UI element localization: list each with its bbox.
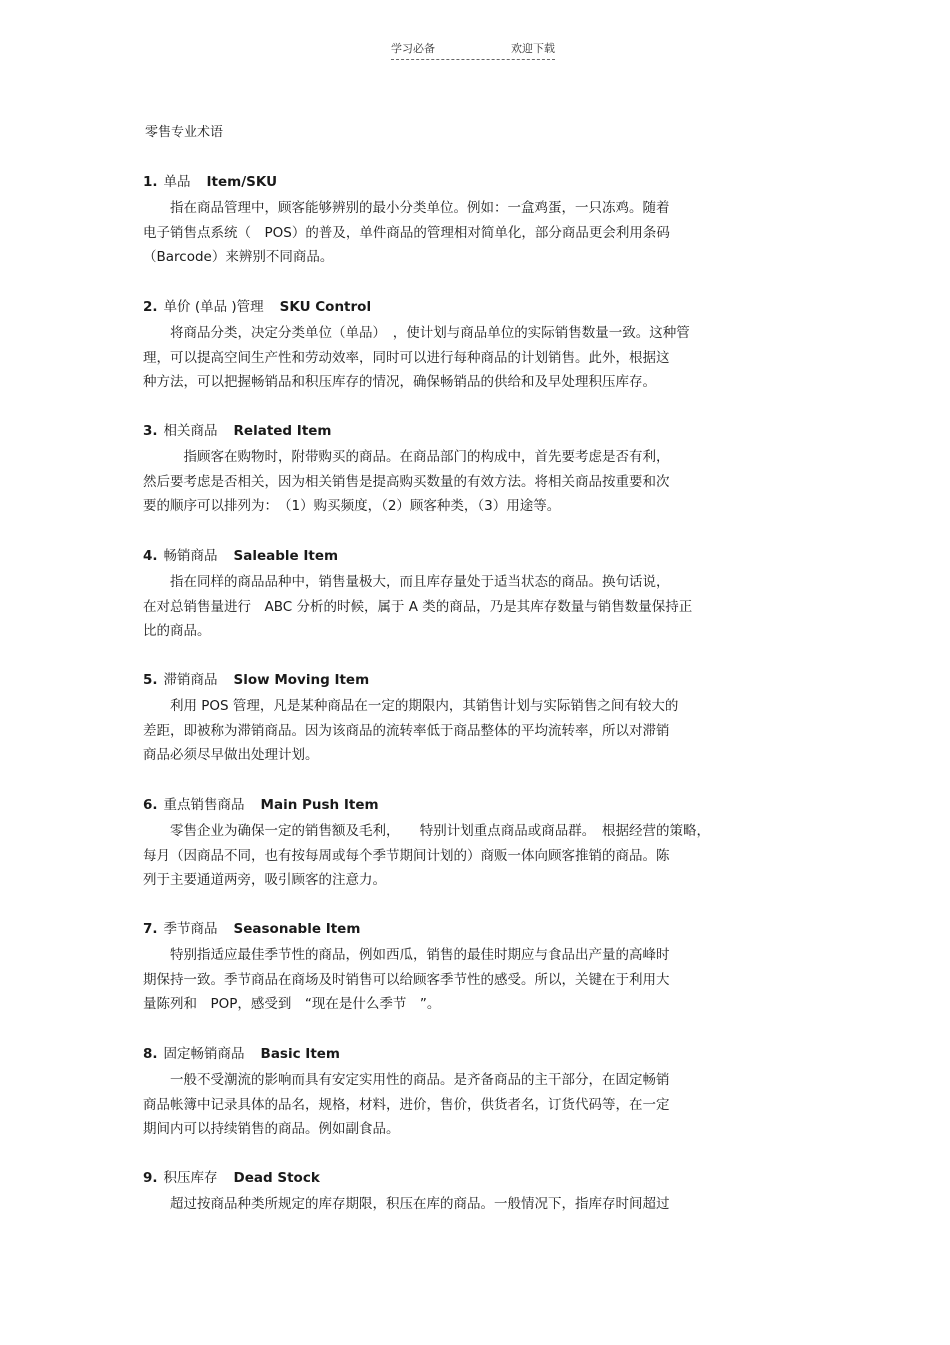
term-english-name: Dead Stock <box>233 1170 320 1186</box>
term-number: 6. <box>143 797 158 813</box>
term-english-name: Main Push Item <box>260 797 379 813</box>
term-number: 9. <box>143 1170 158 1186</box>
term-text-line: 一般不受潮流的影响而具有安定实用性的商品。是齐备商品的主干部分，在固定畅销 <box>143 1072 670 1088</box>
term-text-line: 将商品分类，决定分类单位（单品） ，使计划与商品单位的实际销售数量一致。这种管 <box>143 325 690 341</box>
term-chinese-name: 滞销商品 <box>163 672 218 688</box>
term-section <box>143 795 803 893</box>
term-heading <box>143 1168 803 1188</box>
term-heading <box>143 795 803 815</box>
term-text-line: 每月（因商品不同，也有按每周或每个季节期间计划的）商贩一体向顾客推销的商品。陈 <box>143 847 670 864</box>
term-text-line: 期间内可以持续销售的商品。例如副食品。 <box>143 1121 400 1137</box>
term-text-line: 量陈列和 POP，感受到 “现在是什么季节 ”。 <box>143 996 441 1012</box>
term-text-line: 商品必须尽早做出处理计划。 <box>143 747 319 763</box>
term-heading <box>143 297 803 317</box>
term-english-name: Seasonable Item <box>233 921 361 937</box>
header-right-text: 欢迎下载 <box>511 42 555 55</box>
document-title: 零售专业术语 <box>145 125 224 140</box>
term-chinese-name: 积压库存 <box>163 1170 218 1186</box>
term-text-line: 期保持一致。季节商品在商场及时销售可以给顾客季节性的感受。所以，关键在于利用大 <box>143 971 670 988</box>
term-english-name: Related Item <box>233 423 332 439</box>
term-chinese-name: 单品 <box>163 174 191 190</box>
term-heading <box>143 172 803 192</box>
term-number: 3. <box>143 423 158 439</box>
page-header <box>391 40 555 60</box>
term-section <box>143 1168 803 1217</box>
term-section <box>143 421 803 519</box>
term-section <box>143 172 803 270</box>
term-chinese-name: 畅销商品 <box>163 548 218 564</box>
term-chinese-name: 季节商品 <box>163 921 218 937</box>
term-number: 7. <box>143 921 158 937</box>
term-text-line: （Barcode）来辨别不同商品。 <box>143 249 334 265</box>
header-left-text: 学习必备 <box>391 42 435 55</box>
term-text-line: 在对总销售量进行 ABC 分析的时候，属于 A 类的商品，乃是其库存数量与销售数量保持正 <box>143 598 693 615</box>
term-text-line: 超过按商品种类所规定的库存期限，积压在库的商品。一般情况下，指库存时间超过 <box>143 1196 670 1212</box>
term-section <box>143 1044 803 1142</box>
term-english-name: Item/SKU <box>206 174 278 190</box>
term-english-name: Slow Moving Item <box>233 672 370 688</box>
term-number: 8. <box>143 1046 158 1062</box>
term-chinese-name: 相关商品 <box>163 423 218 439</box>
term-text-line: 零售企业为确保一定的销售额及毛利， 特别计划重点商品或商品群。 根据经营的策略， <box>143 823 710 839</box>
term-number: 1. <box>143 174 158 190</box>
term-chinese-name: 重点销售商品 <box>163 797 245 813</box>
term-text-line: 特别指适应最佳季节性的商品，例如西瓜，销售的最佳时期应与食品出产量的高峰时 <box>143 947 670 963</box>
term-text-line: 列于主要通道两旁，吸引顾客的注意力。 <box>143 872 386 888</box>
term-heading <box>143 546 803 566</box>
term-text-line: 指顾客在购物时，附带购买的商品。在商品部门的构成中，首先要考虑是否有利， <box>143 449 670 465</box>
term-text-line: 然后要考虑是否相关，因为相关销售是提高购买数量的有效方法。将相关商品按重要和次 <box>143 473 670 490</box>
term-english-name: SKU Control <box>279 299 372 315</box>
term-text-line: 电子销售点系统（ POS）的普及，单件商品的管理相对简单化，部分商品更会利用条码 <box>143 224 670 241</box>
term-text-line: 种方法，可以把握畅销品和积压库存的情况，确保畅销品的供给和及早处理积压库存。 <box>143 374 656 390</box>
term-text-line: 商品帐簿中记录具体的品名，规格，材料，进价，售价，供货者名，订货代码等，在一定 <box>143 1096 670 1113</box>
term-english-name: Saleable Item <box>233 548 339 564</box>
term-number: 5. <box>143 672 158 688</box>
term-text-line: 指在商品管理中，顾客能够辨别的最小分类单位。例如：一盒鸡蛋，一只冻鸡。随着 <box>143 200 670 216</box>
term-english-name: Basic Item <box>260 1046 340 1062</box>
term-text-line: 理，可以提高空间生产性和劳动效率，同时可以进行每种商品的计划销售。此外，根据这 <box>143 349 670 366</box>
term-section <box>143 297 803 395</box>
term-heading <box>143 1044 803 1064</box>
term-section <box>143 546 803 644</box>
term-heading <box>143 919 803 939</box>
term-number: 4. <box>143 548 158 564</box>
term-text-line: 利用 POS 管理，凡是某种商品在一定的期限内，其销售计划与实际销售之间有较大的 <box>143 698 679 714</box>
term-heading <box>143 670 803 690</box>
term-heading <box>143 421 803 441</box>
term-number: 2. <box>143 299 158 315</box>
term-chinese-name: 单价 (单品 )管理 <box>163 299 264 315</box>
term-section <box>143 670 803 768</box>
term-chinese-name: 固定畅销商品 <box>163 1046 245 1062</box>
term-section <box>143 919 803 1017</box>
term-text-line: 差距，即被称为滞销商品。因为该商品的流转率低于商品整体的平均流转率，所以对滞销 <box>143 722 670 739</box>
term-text-line: 比的商品。 <box>143 623 211 639</box>
term-text-line: 指在同样的商品品种中，销售量极大，而且库存量处于适当状态的商品。换句话说， <box>143 574 670 590</box>
term-text-line: 要的顺序可以排列为： （1）购买频度，（2）顾客种类，（3）用途等。 <box>143 498 561 514</box>
